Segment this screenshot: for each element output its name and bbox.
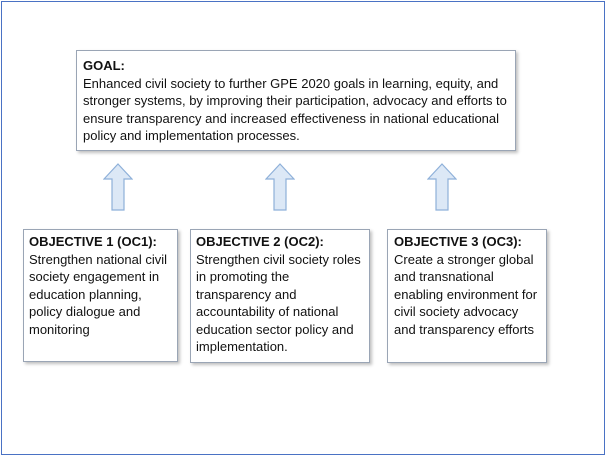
objective-2-title: OBJECTIVE 2 (OC2): (196, 234, 324, 249)
goal-box (76, 50, 516, 151)
objective-3-box (387, 229, 547, 363)
up-arrow-icon (265, 163, 295, 211)
objective-2-text: Strengthen civil society roles in promoting the transparency and accountability of national education sector policy and implementation. (196, 251, 361, 354)
objective-1-title: OBJECTIVE 1 (OC1): (29, 234, 157, 249)
objective-3-title: OBJECTIVE 3 (OC3): (394, 234, 522, 249)
up-arrow-icon (427, 163, 457, 211)
up-arrow-icon (103, 163, 133, 211)
objective-1-text: Strengthen national civil society engagement in education planning, policy dialogue and monitoring (29, 251, 168, 337)
objective-3-text: Create a stronger global and transnational enabling environment for civil society advocacy and transparency efforts (394, 251, 538, 337)
objective-1-box (23, 229, 178, 362)
objective-2-box (190, 229, 370, 363)
goal-text: Enhanced civil society to further GPE 2020 goals in learning, equity, and stronger systems, by improving their participation, advocacy and efforts to ensure transparency and increased effectiveness in national educational policy and implementation processes. (83, 75, 507, 143)
goal-title: GOAL: (83, 58, 125, 73)
